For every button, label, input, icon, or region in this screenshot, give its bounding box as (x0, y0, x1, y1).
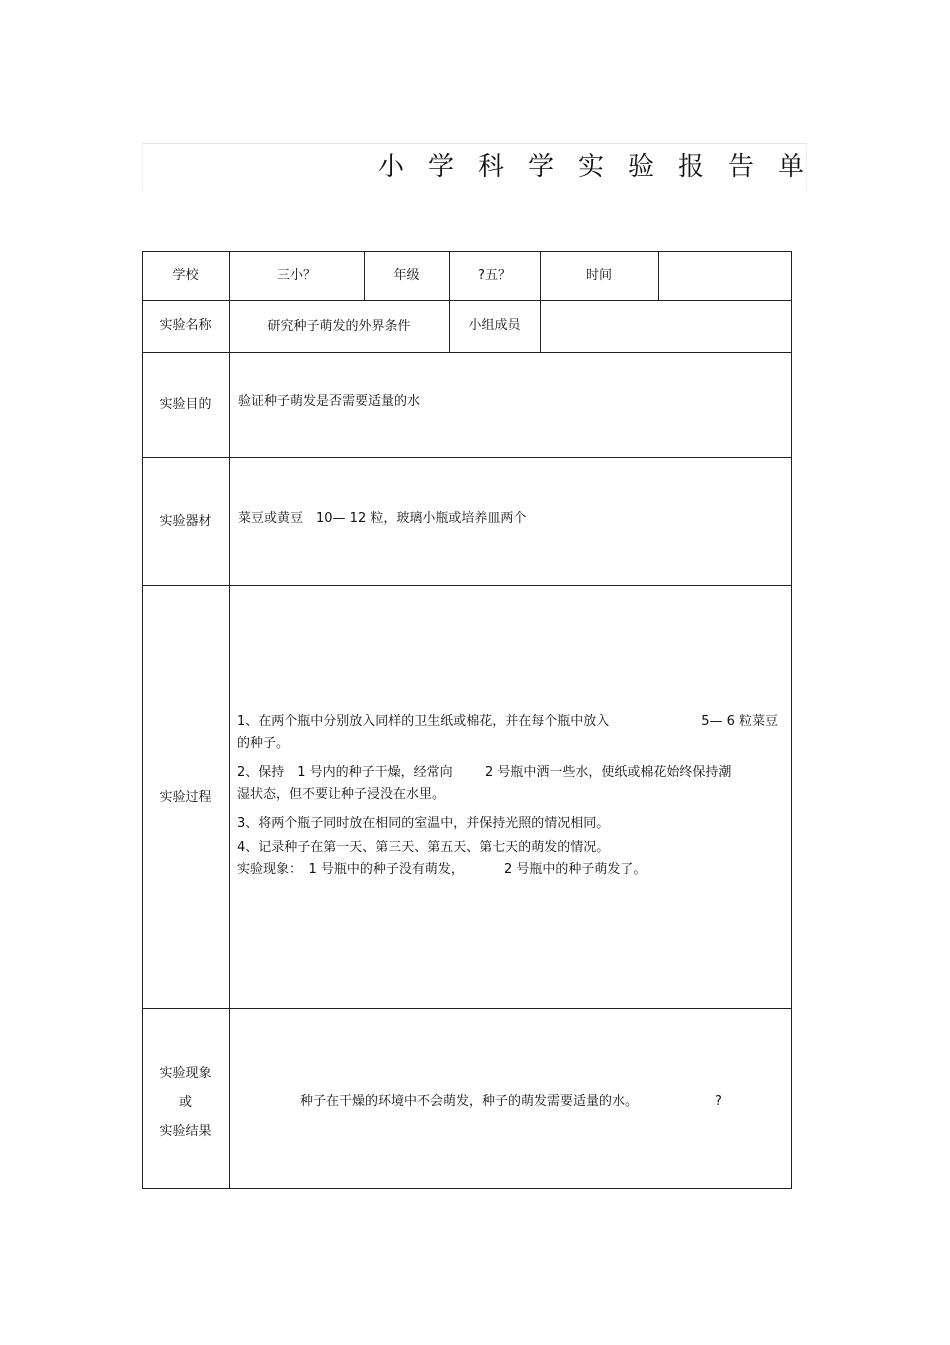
purpose-value: 验证种子萌发是否需要适量的水 (238, 394, 421, 409)
process-step-2 (237, 762, 782, 806)
group-members-label: 小组成员 (468, 318, 521, 333)
step-2-line-2: 湿状态，但不要让种子浸没在水里。 (237, 787, 446, 802)
experiment-name-value: 研究种子萌发的外界条件 (267, 319, 411, 334)
school-value: 三小？ (276, 268, 316, 283)
grade-value: ?五？ (478, 268, 511, 283)
row-divider (142, 300, 792, 301)
column-divider (658, 251, 659, 300)
step-1-line-1-a: 1、在两个瓶中分别放入同样的卫生纸或棉花，并在每个瓶中放入 (237, 714, 610, 729)
phenomenon-a: 实验现象： 1 号瓶中的种子没有萌发， (237, 862, 464, 877)
step-2-line-1-a: 2、保持 1 号内的种子干燥，经常向 (237, 765, 453, 780)
result-label-line-3: 实验结果 (159, 1124, 212, 1139)
step-1-line-2: 的种子。 (237, 736, 290, 751)
school-label: 学校 (172, 268, 199, 283)
row-divider (142, 352, 792, 353)
process-step-1 (237, 711, 782, 755)
experiment-name-label: 实验名称 (159, 318, 212, 333)
step-2-line-1-b: 2 号瓶中洒一些水，使纸或棉花始终保持潮 (485, 765, 732, 780)
result-value: 种子在干燥的环境中不会萌发，种子的萌发需要适量的水。 (300, 1094, 639, 1109)
phenomenon-b: 2 号瓶中的种子萌发了。 (504, 862, 647, 877)
result-label-line-2: 或 (178, 1095, 192, 1110)
materials-label: 实验器材 (159, 514, 212, 529)
result-trailing-mark: ? (715, 1094, 722, 1109)
process-phenomenon (237, 859, 782, 881)
step-1-line-1-b: 5— 6 粒菜豆 (701, 714, 778, 729)
column-divider (229, 251, 230, 1189)
page-title: 小学科学实验报告单 (377, 152, 828, 182)
time-label: 时间 (585, 268, 612, 283)
materials-value: 菜豆或黄豆 10— 12 粒，玻璃小瓶或培养皿两个 (238, 511, 527, 526)
row-divider (142, 1008, 792, 1009)
process-step-4: 4、记录种子在第一天、第三天、第五天、第七天的萌发的情况。 (237, 840, 610, 855)
result-label-line-1: 实验现象 (159, 1066, 212, 1081)
process-step-3: 3、将两个瓶子同时放在相同的室温中，并保持光照的情况相同。 (237, 816, 610, 831)
title-box (142, 143, 828, 191)
column-divider (449, 251, 450, 352)
column-divider (540, 251, 541, 352)
row-divider (142, 457, 792, 458)
row-divider (142, 585, 792, 586)
purpose-label: 实验目的 (159, 397, 212, 412)
grade-label: 年级 (393, 268, 420, 283)
process-label: 实验过程 (159, 790, 212, 805)
